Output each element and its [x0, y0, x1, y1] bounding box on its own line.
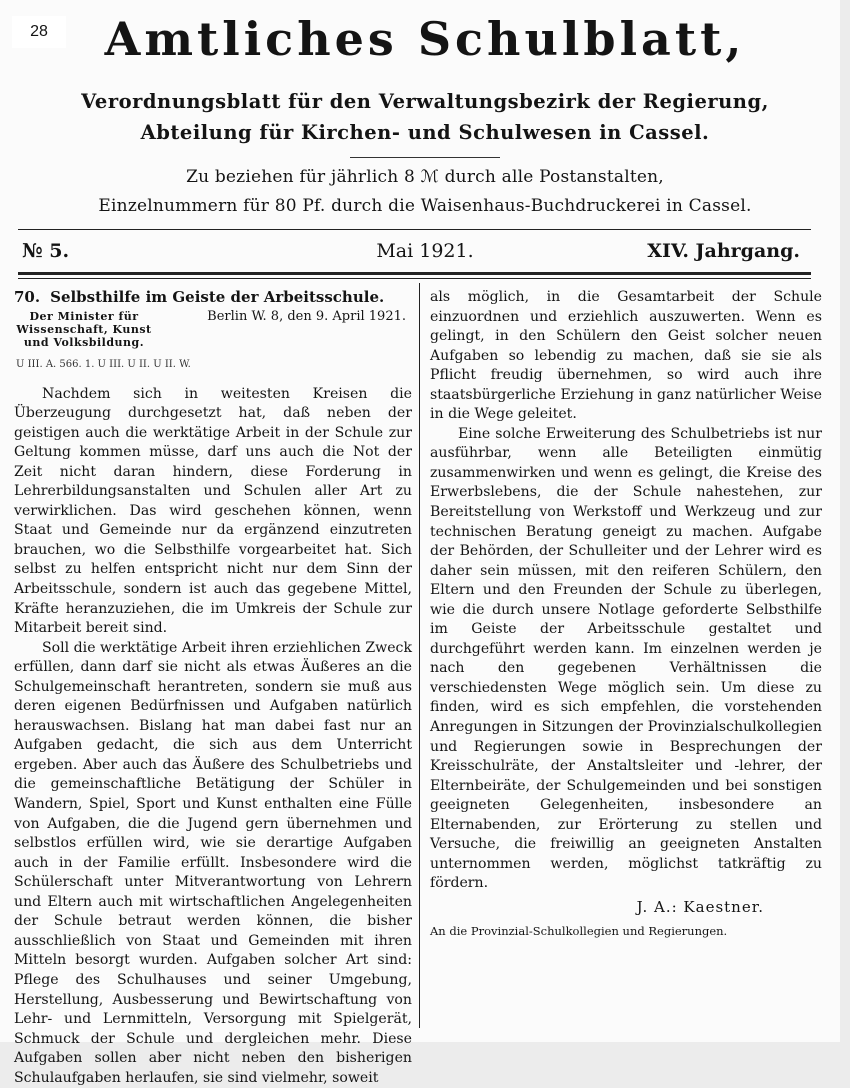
distribution-line-1: Zu beziehen für jährlich 8 ℳ durch alle Postanstalten,	[186, 167, 664, 187]
header-rule-bottom	[18, 278, 811, 279]
masthead-title: Amtliches Schulblatt,	[104, 12, 746, 66]
signature: J. A.: Kaestner.	[636, 897, 764, 916]
addressee: An die Provinzial-Schulkollegien und Regierungen.	[430, 923, 728, 938]
paragraph: Soll die werktätige Arbeit ihren erziehlichen Zweck erfüllen, dann darf sie nicht als etwas Äußeres an die Schulgemeinschaft herantreten, sondern sie muß aus deren eigenen Bedürfnissen und Aufgaben natürlich herauswachsen. Bislang hat man dabei fast nur an Aufgaben gedacht, die sich aus dem Unterricht ergeben. Aber auch das Äußere des Schulbetriebs und die gemeinschaftliche Betätigung der Schüler in Wandern, Spiel, Sport und Kunst enthalten eine Fülle von Aufgaben, die die Jugend gern übernehmen und selbstlos erfüllen wird, wie sie derartige Aufgaben auch in der Familie erfüllt. Insbesondere wird die Schülerschaft unter Mitverantwortung von Lehrern und Eltern auch mit wirtschaftlichen Angelegenheiten der Schule betraut werden können, die bisher ausschließlich von Staat und Gemeinden mit ihren Mitteln besorgt wurden. Aufgaben solcher Art sind: Pflege des Schulhauses und seiner Umgebung, Herstellung, Ausbesserung und Bewirtschaftung von Lehr- und Lernmitteln, Versorgung mit Spielgerät, Schmuck der Schule und dergleichen mehr. Diese Aufgaben sollen aber nicht neben den bisherigen Schulaufgaben herlaufen, sie sind vielmehr, soweit	[14, 639, 412, 1086]
header-rule-thick	[18, 272, 811, 275]
issuer: Der Minister für Wissenschaft, Kunst und Volksbildung.	[16, 309, 152, 349]
article-title: Selbsthilfe im Geiste der Arbeitsschule.	[50, 288, 385, 306]
masthead-subtitle-2: Abteilung für Kirchen- und Schulwesen in Cassel.	[140, 121, 710, 144]
header-rule-top	[18, 229, 811, 230]
paragraph: Nachdem sich in weitesten Kreisen die Überzeugung durchgesetzt hat, daß neben der geistigen auch die werktätige Arbeit in der Schule zur Geltung kommen müsse, darf uns auch die Not der Zeit nicht daran hindern, diese Forderung in Lehrerbildungsanstalten und Schulen aller Art zu verwirklichen. Das wird geschehen können, wenn Staat und Gemeinde nur da ergänzend einzutreten brauchen, wo die Selbsthilfe vorgearbeitet hat. Sich selbst zu helfen entspricht nicht nur dem Sinn der Arbeitsschule, sondern ist auch das gegebene Mittel, Kräfte heranzuziehen, die im Umkreis der Schule zur Mitarbeit bereit sind.	[14, 385, 412, 637]
article-number: 70.	[14, 288, 41, 306]
distribution-line-2: Einzelnummern für 80 Pf. durch die Waisenhaus-Buchdruckerei in Cassel.	[98, 196, 752, 216]
right-column	[430, 288, 822, 941]
paragraph: als möglich, in die Gesamtarbeit der Schule einzuordnen und erziehlich auszuwerten. Wenn es gelingt, in den Schülern den Geist solcher neuen Aufgaben so lebendig zu machen, daß sie sie als Pflicht freudig übernehmen, so wird auch ihre staatsbürgerliche Erziehung in ganz natürlicher Weise in die Wege geleitet.	[430, 289, 822, 423]
masthead-divider	[350, 157, 500, 158]
paragraph: Eine solche Erweiterung des Schulbetriebs ist nur ausführbar, wenn alle Beteiligten einmütig zusammenwirken und wenn es gelingt, die Kreise des Erwerbslebens, die der Schule nahestehen, zur Bereitstellung von Werkstoff und Werkzeug und zur technischen Beratung geneigt zu machen. Aufgabe der Behörden, der Schulleiter und der Lehrer wird es daher sein müssen, mit den reiferen Schülern, den Eltern und den Freunden der Schule zu überlegen, wie die durch unsere Notlage geforderte Selbsthilfe im Geiste der Arbeitsschule gestaltet und durchgeführt werden kann. Im einzelnen werden je nach den gegebenen Verhältnissen die verschiedensten Wege möglich sein. Um diese zu finden, wird es sich empfehlen, die vorstehenden Anregungen in Sitzungen der Provinzialschulkollegien und Regierungen sowie in Besprechungen der Kreisschulräte, der Anstaltsleiter und -lehrer, der Elternbeiräte, der Schulgemeinden und bei sonstigen geeigneten Gelegenheiten, insbesondere an Elternabenden, zur Erörterung zu stellen und Versuche, die freiwillig an geeigneten Anstalten unternommen werden, möglichst tatkräftig zu fördern.	[430, 425, 822, 892]
left-column	[14, 288, 412, 1088]
column-divider	[419, 283, 420, 1028]
article-heading	[14, 288, 412, 308]
masthead-subtitle-1: Verordnungsblatt für den Verwaltungsbezirk der Regierung,	[81, 90, 769, 113]
ministry-line	[14, 310, 412, 349]
issue-number: № 5.	[22, 240, 70, 262]
issue-volume: XIV. Jahrgang.	[647, 240, 800, 262]
issue-date: Mai 1921.	[376, 240, 474, 262]
place-date: Berlin W. 8, den 9. April 1921.	[207, 308, 406, 324]
page-number: 28	[12, 16, 66, 48]
reference-number: U III. A. 566. 1. U III. U II. U II. W.	[16, 358, 191, 370]
